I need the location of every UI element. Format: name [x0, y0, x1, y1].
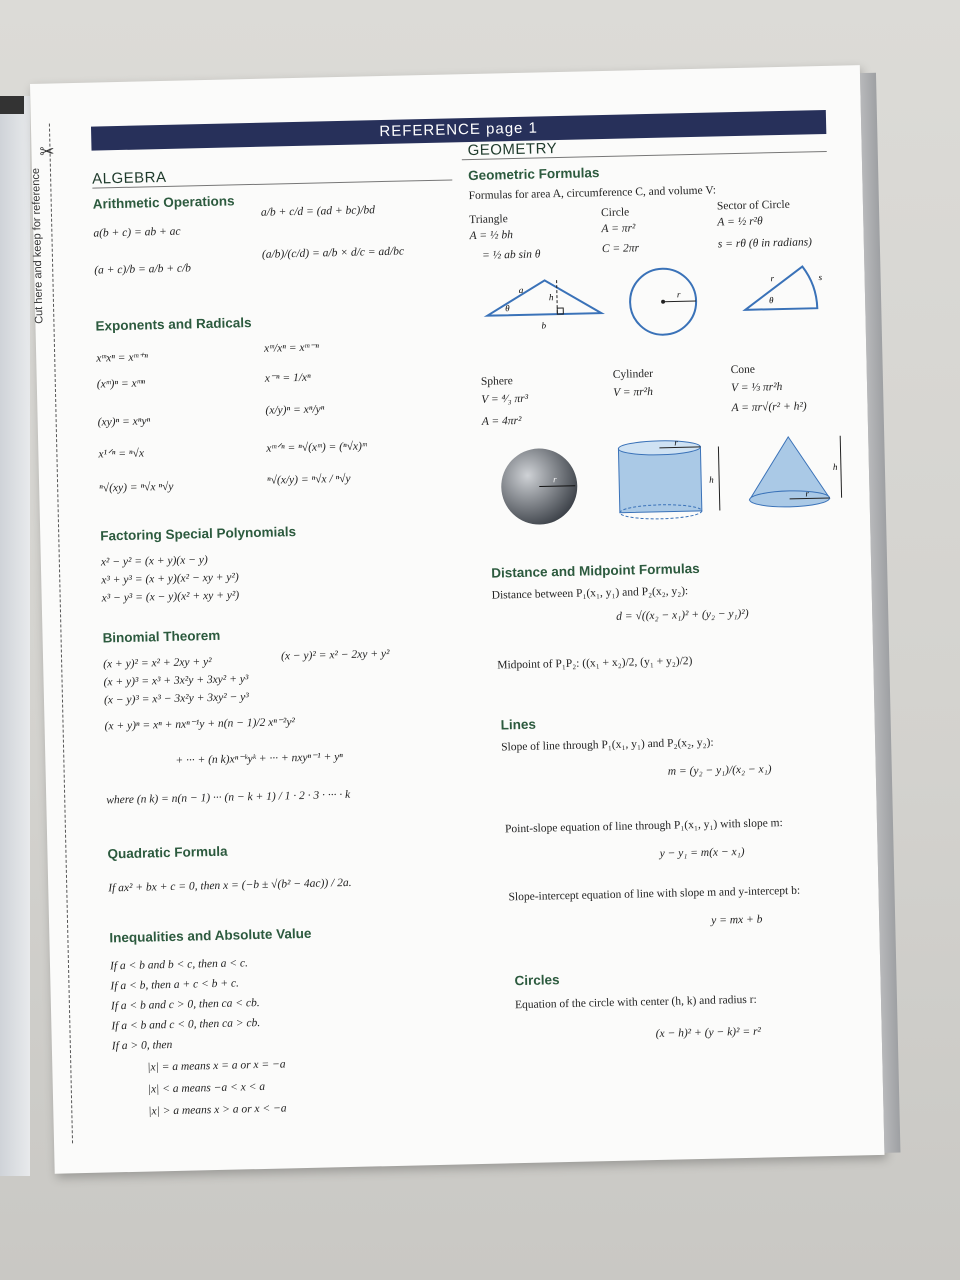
reference-page	[30, 65, 885, 1174]
point-slope-formula: y − y₁ = m(x − x₁)	[659, 845, 745, 860]
formula: where (n k) = n(n − 1) ··· (n − k + 1) / 1 · 2 · 3 · ··· · k	[106, 788, 351, 807]
triangle-figure	[482, 271, 613, 334]
label-theta: θ	[505, 303, 510, 314]
binder-edge	[0, 96, 30, 1176]
geometric-formulas-title: Geometric Formulas	[468, 165, 600, 184]
label-r: r	[552, 474, 557, 485]
formula: If a < b and b < c, then a < c.	[109, 957, 249, 973]
label-theta: θ	[768, 295, 774, 306]
label-h: h	[548, 292, 554, 303]
sphere-figure	[488, 443, 590, 529]
factoring-title: Factoring Special Polynomials	[100, 524, 297, 544]
circle-area: A = πr²	[601, 222, 636, 236]
sphere-volume: V = ⁴⁄₃ πr³	[481, 392, 529, 406]
cone-figure	[742, 431, 854, 517]
formula: + ··· + (n k)xⁿ⁻ᵏyᵏ + ··· + nxyⁿ⁻¹ + yⁿ	[175, 751, 344, 767]
formula: ⁿ√(x/y) = ⁿ√x / ⁿ√y	[266, 472, 351, 487]
cone-volume: V = ⅓ πr²h	[730, 381, 783, 395]
formula: |x| < a means −a < x < a	[147, 1080, 266, 1096]
formula: x² − y² = (x + y)(x − y)	[100, 554, 208, 569]
slope-intercept-desc: Slope-intercept equation of line with slope m and y-intercept b:	[508, 884, 801, 904]
formula: |x| > a means x > a or x < −a	[148, 1102, 287, 1118]
midpoint-formula: Midpoint of P₁P₂: ((x₁ + x₂)/2, (y₁ + y₂)/2)	[497, 655, 693, 672]
circles-title: Circles	[514, 972, 560, 989]
formula: x³ − y³ = (x − y)(x² + xy + y²)	[101, 589, 240, 605]
formula: xᵐᐟⁿ = ⁿ√(xᵐ) = (ⁿ√x)ᵐ	[266, 440, 367, 455]
slope-formula: m = (y₂ − y₁)/(x₂ − x₁)	[667, 763, 772, 778]
formula: If ax² + bx + c = 0, then x = (−b ± √(b² − 4ac)) / 2a.	[108, 876, 352, 895]
circle-figure	[624, 263, 702, 341]
sector-figure	[740, 262, 825, 320]
label-h: h	[709, 474, 714, 485]
binomial-title: Binomial Theorem	[102, 627, 221, 646]
cone-area: A = πr√(r² + h²)	[731, 400, 807, 415]
sphere-area: A = 4πr²	[481, 414, 522, 428]
geometry-title: GEOMETRY	[467, 140, 558, 160]
label-r: r	[770, 273, 775, 284]
distance-title: Distance and Midpoint Formulas	[491, 560, 700, 581]
cylinder-figure	[612, 436, 734, 523]
formula: x⁻ⁿ = 1/xⁿ	[264, 371, 311, 385]
slope-desc: Slope of line through P₁(x₁, y₁) and P₂(x₂, y₂):	[501, 736, 714, 754]
scissors-icon: ✂	[39, 141, 55, 162]
circle-equation: (x − h)² + (y − k)² = r²	[655, 1025, 762, 1041]
arithmetic-title: Arithmetic Operations	[92, 193, 235, 212]
label-b: b	[541, 320, 547, 331]
formula: ⁿ√(xy) = ⁿ√x ⁿ√y	[99, 480, 174, 495]
binder-clip	[0, 96, 24, 114]
point-slope-desc: Point-slope equation of line through P₁(x₁, y₁) with slope m:	[504, 817, 783, 836]
formula: (xᵐ)ⁿ = xᵐⁿ	[96, 377, 146, 391]
triangle-area: A = ½ bh	[469, 229, 514, 243]
formula: (x + y)ⁿ = xⁿ + nxⁿ⁻¹y + n(n − 1)/2 xⁿ⁻²y²	[104, 716, 296, 733]
cylinder-name: Cylinder	[612, 367, 654, 381]
geometry-intro: Formulas for area A, circumference C, and volume V:	[468, 184, 717, 203]
distance-desc: Distance between P₁(x₁, y₁) and P₂(x₂, y₂):	[491, 585, 689, 602]
circle-name: Circle	[600, 206, 630, 220]
cone-name: Cone	[730, 363, 756, 377]
label-r: r	[674, 437, 678, 448]
label-r: r	[676, 289, 681, 300]
formula: (x − y)³ = x³ − 3x²y + 3xy² − y³	[103, 691, 249, 707]
quadratic-title: Quadratic Formula	[107, 843, 228, 862]
formula: a(b + c) = ab + ac	[93, 225, 181, 240]
formula: (x − y)² = x² − 2xy + y²	[280, 647, 390, 663]
formula: (xy)ⁿ = xⁿyⁿ	[97, 415, 151, 429]
inequalities-title: Inequalities and Absolute Value	[109, 925, 312, 946]
lines-title: Lines	[500, 716, 537, 733]
sector-name: Sector of Circle	[716, 198, 790, 213]
label-h: h	[832, 461, 838, 472]
formula: (x + y)³ = x³ + 3x²y + 3xy² + y³	[103, 673, 249, 689]
formula: x¹ᐟⁿ = ⁿ√x	[98, 447, 145, 461]
sector-area: A = ½ r²θ	[717, 215, 763, 229]
label-a: a	[518, 284, 524, 295]
formula: a/b + c/d = (ad + bc)/bd	[260, 204, 376, 219]
formula: If a < b and c < 0, then ca > cb.	[111, 1017, 261, 1033]
formula: (a + c)/b = a/b + c/b	[94, 262, 192, 277]
formula: (x/y)ⁿ = xⁿ/yⁿ	[265, 403, 325, 417]
formula: If a > 0, then	[111, 1039, 173, 1053]
formula: xᵐ/xⁿ = xᵐ⁻ⁿ	[263, 341, 320, 355]
cut-instruction: Cut here and keep for reference	[29, 167, 46, 324]
cut-line	[49, 124, 73, 1144]
label-r: r	[805, 488, 810, 499]
formula: xᵐxⁿ = xᵐ⁺ⁿ	[96, 351, 149, 365]
circle-equation-desc: Equation of the circle with center (h, k) and radius r:	[514, 993, 757, 1012]
slope-intercept-formula: y = mx + b	[711, 913, 763, 927]
formula: x³ + y³ = (x + y)(x² − xy + y²)	[101, 571, 239, 587]
algebra-title: ALGEBRA	[91, 168, 167, 188]
formula: |x| = a means x = a or x = −a	[147, 1058, 286, 1074]
sector-arc: s = rθ (θ in radians)	[717, 236, 813, 251]
page-header: REFERENCE page 1	[91, 110, 826, 151]
exponents-title: Exponents and Radicals	[95, 315, 252, 334]
cylinder-volume: V = πr²h	[613, 385, 654, 399]
triangle-name: Triangle	[469, 213, 508, 227]
label-s: s	[818, 272, 823, 283]
sphere-name: Sphere	[480, 375, 513, 388]
formula: (x + y)² = x² + 2xy + y²	[103, 656, 212, 671]
formula: If a < b and c > 0, then ca < cb.	[110, 997, 260, 1013]
distance-formula: d = √((x₂ − x₁)² + (y₂ − y₁)²)	[616, 607, 749, 623]
formula: (a/b)/(c/d) = a/b × d/c = ad/bc	[261, 245, 405, 261]
formula: If a < b, then a + c < b + c.	[110, 977, 240, 993]
triangle-area-sine: = ½ ab sin θ	[481, 248, 541, 262]
circle-circumference: C = 2πr	[601, 242, 640, 256]
